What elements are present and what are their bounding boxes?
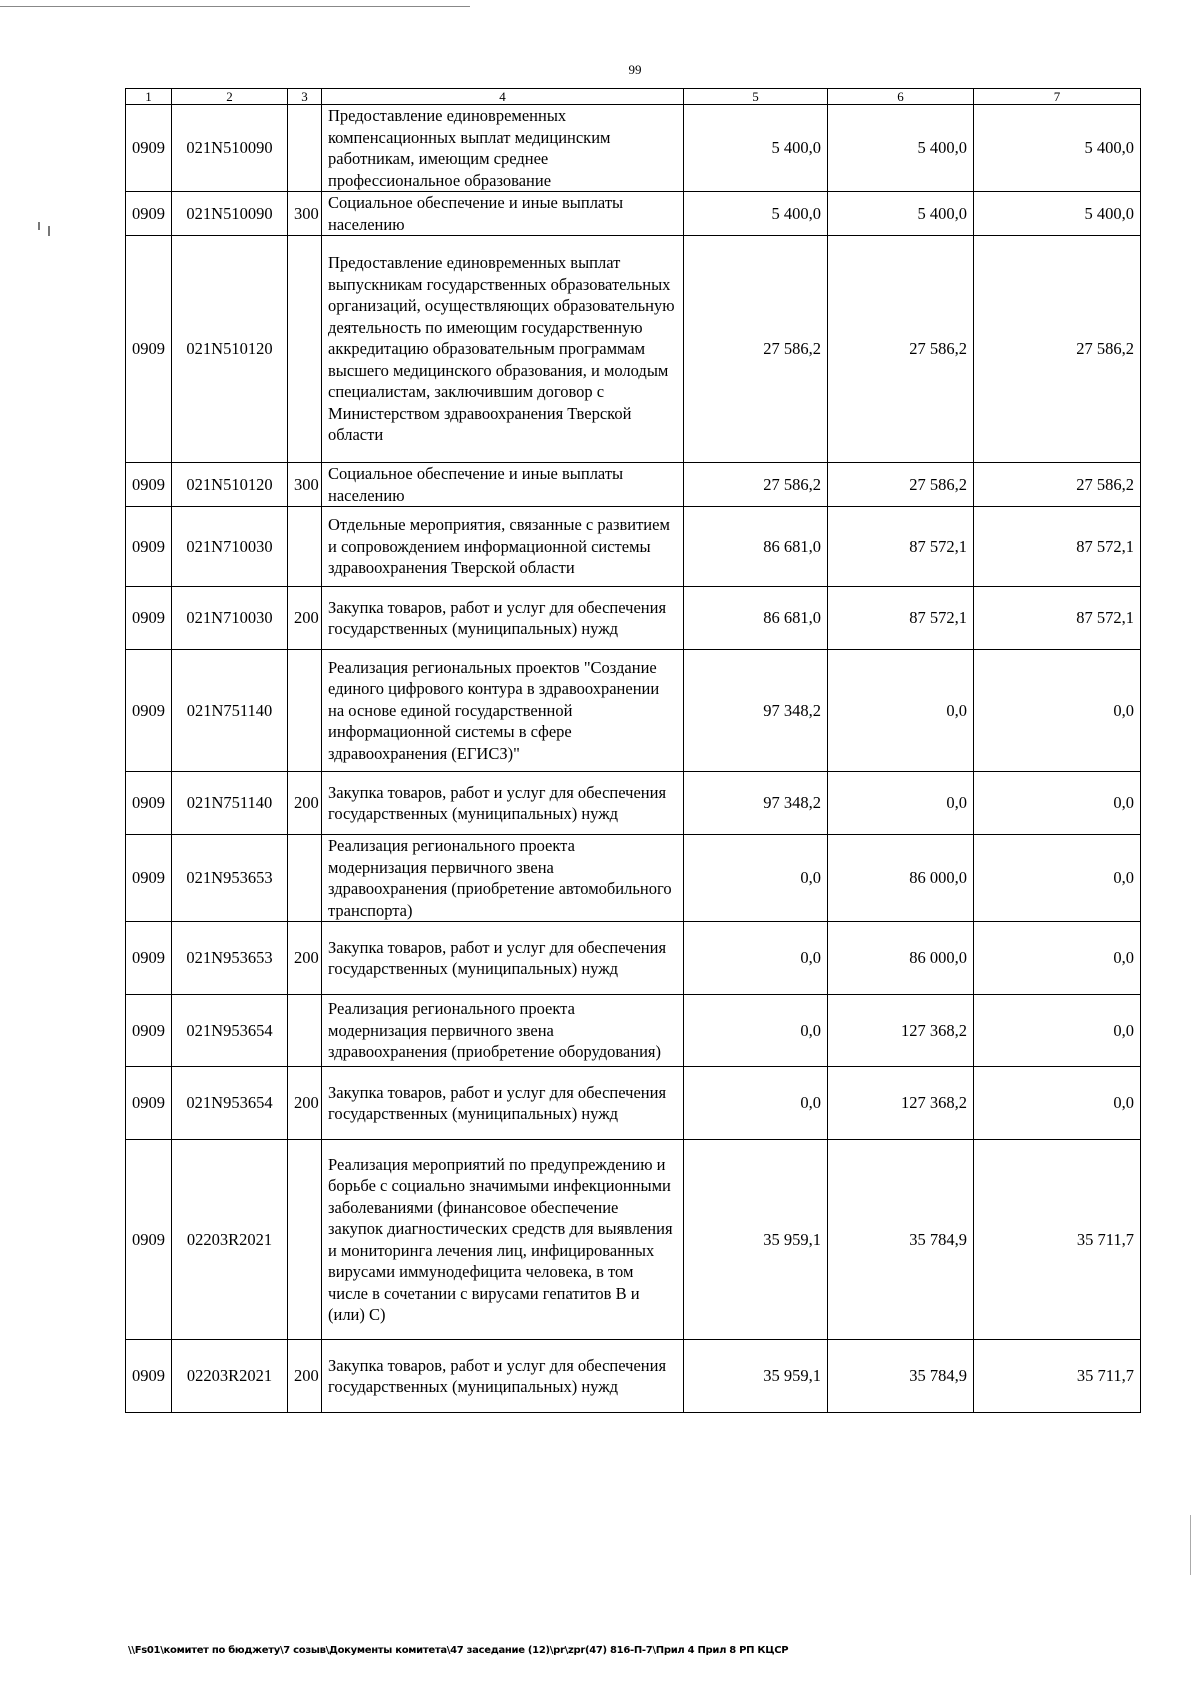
amount-cell: 0,0: [684, 1067, 828, 1140]
expense-type-cell: [288, 995, 322, 1067]
table-row: [126, 192, 1141, 236]
name-cell: Отдельные мероприятия, связанные с развитием и сопровождением информационной системы здравоохранения Тверской области: [322, 507, 684, 587]
amount-cell: 86 681,0: [684, 507, 828, 587]
name-cell: Социальное обеспечение и иные выплаты населению: [322, 463, 684, 507]
target-code-cell: 021N510090: [172, 105, 288, 192]
table-row: [126, 835, 1141, 922]
section-cell: 0909: [126, 1340, 172, 1413]
expense-type-cell: 200: [288, 922, 322, 995]
target-code-cell: 021N510120: [172, 463, 288, 507]
amount-cell: 0,0: [974, 650, 1141, 772]
amount-cell: 0,0: [828, 772, 974, 835]
target-code-cell: 021N710030: [172, 507, 288, 587]
name-cell: Предоставление единовременных выплат выпускникам государственных образовательных организаций, осуществляющих образовательную деятельность по имеющим государственную аккредитацию образовательным программам высшего медицинского образования, и молодым специалистам, заключившим договор с Министерством здравоохранения Тверской области: [322, 236, 684, 463]
target-code-cell: 021N510120: [172, 236, 288, 463]
table-row: [126, 922, 1141, 995]
amount-cell: 87 572,1: [828, 507, 974, 587]
amount-cell: 127 368,2: [828, 995, 974, 1067]
amount-cell: 5 400,0: [684, 105, 828, 192]
table-row: [126, 463, 1141, 507]
target-code-cell: 021N751140: [172, 650, 288, 772]
amount-cell: 27 586,2: [828, 236, 974, 463]
target-code-cell: 02203R2021: [172, 1140, 288, 1340]
expense-type-cell: [288, 835, 322, 922]
budget-table: [125, 88, 1141, 1413]
amount-cell: 5 400,0: [974, 192, 1141, 236]
table-row: [126, 507, 1141, 587]
scan-mark: [38, 222, 40, 230]
section-cell: 0909: [126, 587, 172, 650]
amount-cell: 0,0: [974, 995, 1141, 1067]
name-cell: Реализация регионального проекта модернизация первичного звена здравоохранения (приобретение автомобильного транспорта): [322, 835, 684, 922]
expense-type-cell: 200: [288, 587, 322, 650]
expense-type-cell: 200: [288, 1067, 322, 1140]
amount-cell: 97 348,2: [684, 650, 828, 772]
section-cell: 0909: [126, 1067, 172, 1140]
section-cell: 0909: [126, 922, 172, 995]
amount-cell: 97 348,2: [684, 772, 828, 835]
file-path-footer: \\Fs01\комитет по бюджету\7 созыв\Документы комитета\47 заседание (12)\pr\zpr(47) 816-П-7\Прил 4 Прил 8 РП КЦСР: [128, 1645, 789, 1656]
header-cell: 5: [684, 89, 828, 105]
amount-cell: 0,0: [974, 835, 1141, 922]
amount-cell: 27 586,2: [974, 463, 1141, 507]
name-cell: Предоставление единовременных компенсационных выплат медицинским работникам, имеющим среднее профессиональное образование: [322, 105, 684, 192]
name-cell: Реализация мероприятий по предупреждению и борьбе с социально значимыми инфекционными заболеваниями (финансовое обеспечение закупок диагностических средств для выявления и мониторинга лечения лиц, инфицированных вирусами иммунодефицита человека, в том числе в сочетании с вирусами гепатитов B и (или) C): [322, 1140, 684, 1340]
scan-mark: [1190, 1515, 1191, 1575]
table-row: [126, 772, 1141, 835]
name-cell: Социальное обеспечение и иные выплаты населению: [322, 192, 684, 236]
target-code-cell: 021N751140: [172, 772, 288, 835]
section-cell: 0909: [126, 507, 172, 587]
amount-cell: 0,0: [684, 995, 828, 1067]
amount-cell: 86 000,0: [828, 835, 974, 922]
table-row: [126, 1140, 1141, 1340]
amount-cell: 35 711,7: [974, 1140, 1141, 1340]
expense-type-cell: 300: [288, 463, 322, 507]
target-code-cell: 02203R2021: [172, 1340, 288, 1413]
amount-cell: 87 572,1: [828, 587, 974, 650]
amount-cell: 127 368,2: [828, 1067, 974, 1140]
name-cell: Закупка товаров, работ и услуг для обеспечения государственных (муниципальных) нужд: [322, 587, 684, 650]
table-row: [126, 1340, 1141, 1413]
amount-cell: 87 572,1: [974, 587, 1141, 650]
amount-cell: 0,0: [684, 922, 828, 995]
name-cell: Реализация регионального проекта модернизация первичного звена здравоохранения (приобретение оборудования): [322, 995, 684, 1067]
expense-type-cell: 200: [288, 1340, 322, 1413]
amount-cell: 27 586,2: [974, 236, 1141, 463]
target-code-cell: 021N953653: [172, 835, 288, 922]
amount-cell: 35 784,9: [828, 1340, 974, 1413]
amount-cell: 35 784,9: [828, 1140, 974, 1340]
table-row: [126, 587, 1141, 650]
amount-cell: 5 400,0: [828, 105, 974, 192]
table-row: [126, 105, 1141, 192]
amount-cell: 86 000,0: [828, 922, 974, 995]
target-code-cell: 021N953653: [172, 922, 288, 995]
target-code-cell: 021N953654: [172, 1067, 288, 1140]
amount-cell: 0,0: [974, 1067, 1141, 1140]
target-code-cell: 021N510090: [172, 192, 288, 236]
expense-type-cell: [288, 507, 322, 587]
section-cell: 0909: [126, 192, 172, 236]
header-cell: 4: [322, 89, 684, 105]
amount-cell: 0,0: [974, 772, 1141, 835]
header-cell: 1: [126, 89, 172, 105]
header-cell: 7: [974, 89, 1141, 105]
amount-cell: 35 959,1: [684, 1140, 828, 1340]
section-cell: 0909: [126, 1140, 172, 1340]
section-cell: 0909: [126, 463, 172, 507]
header-cell: 2: [172, 89, 288, 105]
amount-cell: 5 400,0: [828, 192, 974, 236]
name-cell: Закупка товаров, работ и услуг для обеспечения государственных (муниципальных) нужд: [322, 922, 684, 995]
target-code-cell: 021N710030: [172, 587, 288, 650]
section-cell: 0909: [126, 236, 172, 463]
table-row: [126, 1067, 1141, 1140]
table-row: [126, 236, 1141, 463]
amount-cell: 0,0: [974, 922, 1141, 995]
section-cell: 0909: [126, 835, 172, 922]
name-cell: Закупка товаров, работ и услуг для обеспечения государственных (муниципальных) нужд: [322, 1067, 684, 1140]
header-cell: 3: [288, 89, 322, 105]
section-cell: 0909: [126, 772, 172, 835]
amount-cell: 27 586,2: [684, 236, 828, 463]
name-cell: Реализация региональных проектов "Создание единого цифрового контура в здравоохранении на основе единой государственной информационной системы в сфере здравоохранения (ЕГИСЗ)": [322, 650, 684, 772]
section-cell: 0909: [126, 995, 172, 1067]
table-row: [126, 650, 1141, 772]
amount-cell: 5 400,0: [684, 192, 828, 236]
amount-cell: 86 681,0: [684, 587, 828, 650]
amount-cell: 27 586,2: [684, 463, 828, 507]
name-cell: Закупка товаров, работ и услуг для обеспечения государственных (муниципальных) нужд: [322, 1340, 684, 1413]
expense-type-cell: [288, 650, 322, 772]
amount-cell: 5 400,0: [974, 105, 1141, 192]
table-header-row: [126, 89, 1141, 105]
table-row: [126, 995, 1141, 1067]
expense-type-cell: 300: [288, 192, 322, 236]
name-cell: Закупка товаров, работ и услуг для обеспечения государственных (муниципальных) нужд: [322, 772, 684, 835]
section-cell: 0909: [126, 650, 172, 772]
amount-cell: 87 572,1: [974, 507, 1141, 587]
scan-mark: [48, 226, 50, 236]
target-code-cell: 021N953654: [172, 995, 288, 1067]
page-number: 99: [628, 62, 642, 77]
expense-type-cell: [288, 105, 322, 192]
amount-cell: 0,0: [828, 650, 974, 772]
scan-edge-line: [0, 6, 470, 7]
amount-cell: 35 711,7: [974, 1340, 1141, 1413]
expense-type-cell: 200: [288, 772, 322, 835]
amount-cell: 27 586,2: [828, 463, 974, 507]
section-cell: 0909: [126, 105, 172, 192]
amount-cell: 0,0: [684, 835, 828, 922]
amount-cell: 35 959,1: [684, 1340, 828, 1413]
expense-type-cell: [288, 1140, 322, 1340]
header-cell: 6: [828, 89, 974, 105]
expense-type-cell: [288, 236, 322, 463]
